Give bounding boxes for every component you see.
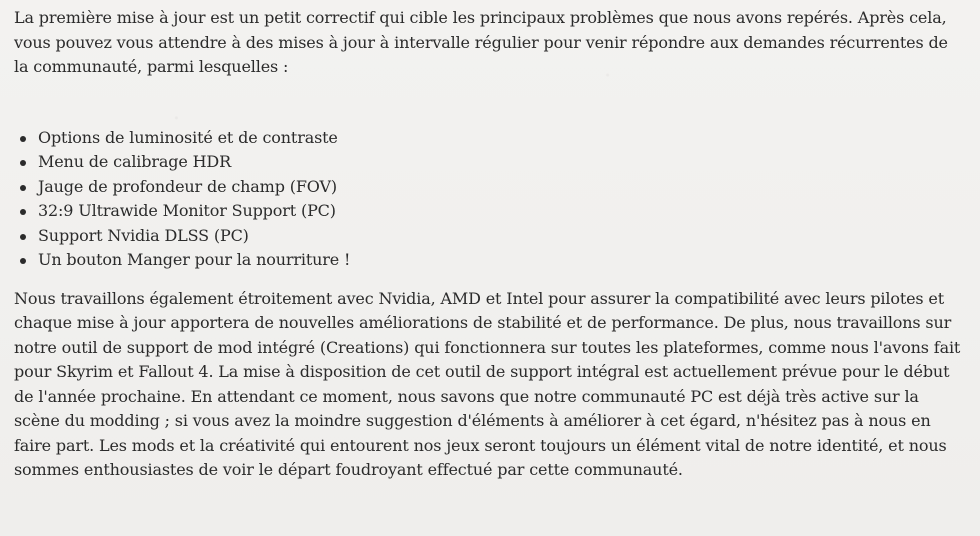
bullet-icon <box>20 185 26 191</box>
feature-text: Jauge de profondeur de champ (FOV) <box>38 176 337 196</box>
feature-item <box>14 199 966 224</box>
feature-item <box>14 175 966 200</box>
feature-item <box>14 126 966 151</box>
bullet-icon <box>20 209 26 215</box>
bullet-icon <box>20 234 26 240</box>
feature-text: 32:9 Ultrawide Monitor Support (PC) <box>38 201 336 220</box>
bullet-icon <box>20 160 26 166</box>
feature-item <box>14 224 966 249</box>
bullet-icon <box>20 136 26 142</box>
intro-paragraph: La première mise à jour est un petit correctif qui cible les principaux problèmes que nous avons repérés. Après cela, vous pouvez vous attendre à des mises à jour à intervalle régulier pour venir répondre aux demandes récurrentes de la communauté, parmi lesquelles : <box>14 8 948 76</box>
feature-list <box>14 126 966 273</box>
body-paragraph: Nous travaillons également étroitement avec Nvidia, AMD et Intel pour assurer la compatibilité avec leurs pilotes et chaque mise à jour apportera de nouvelles améliorations de stabilité et de performance. De plus, nous travaillons sur notre outil de support de mod intégré (Creations) qui fonctionnera sur toutes les plateformes, comme nous l'avons fait pour Skyrim et Fallout 4. La mise à disposition de cet outil de support intégral est actuellement prévue pour le début de l'année prochaine. En attendant ce moment, nous savons que notre communauté PC est déjà très active sur la scène du modding ; si vous avez la moindre suggestion d'éléments à améliorer à cet égard, n'hésitez pas à nous en faire part. Les mods et la créativité qui entourent nos jeux seront toujours un élément vital de notre identité, et nous sommes enthousiastes de voir le départ foudroyant effectué par cette communauté. <box>14 288 961 479</box>
feature-item <box>14 150 966 175</box>
feature-item <box>14 248 966 273</box>
feature-text: Options de luminosité et de contraste <box>38 127 338 147</box>
feature-text: Menu de calibrage HDR <box>38 152 231 171</box>
bullet-icon <box>20 258 26 264</box>
feature-text: Un bouton Manger pour la nourriture ! <box>38 250 351 269</box>
feature-text: Support Nvidia DLSS (PC) <box>38 225 249 245</box>
